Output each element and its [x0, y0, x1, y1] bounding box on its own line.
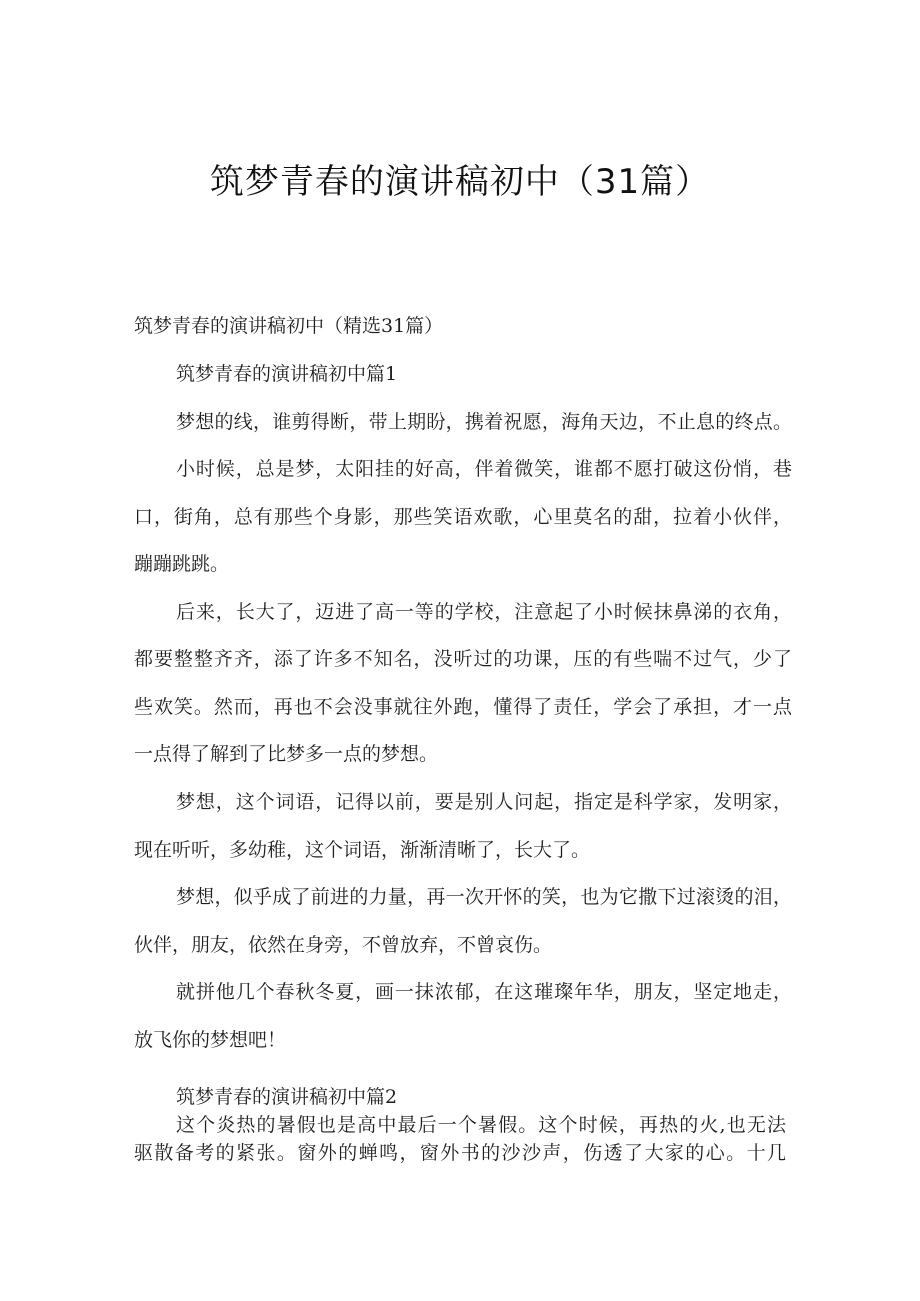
- paragraph-line: 梦想，似乎成了前进的力量，再一次开怀的笑，也为它撒下过滚烫的泪，: [176, 886, 792, 908]
- paragraph-line: 驱散备考的紧张。窗外的蝉鸣，窗外书的沙沙声，伤透了大家的心。十几: [134, 1142, 786, 1164]
- paragraph-line: 伙伴，朋友，依然在身旁，不曾放弃，不曾哀伤。: [134, 934, 553, 956]
- paragraph-line: 梦想的线，谁剪得断，带上期盼，携着祝愿，海角天边，不止息的终点。: [176, 411, 792, 433]
- paragraph-line: 口，街角，总有那些个身影，那些笑语欢歌，心里莫名的甜，拉着小伙伴，: [134, 506, 792, 528]
- paragraph-line: 些欢笑。然而，再也不会没事就往外跑，懂得了责任，学会了承担，才一点: [134, 696, 792, 718]
- paragraph-line: 这个炎热的暑假也是高中最后一个暑假。这个时候，再热的火,也无法: [176, 1114, 786, 1136]
- paragraph-line: 放飞你的梦想吧！: [134, 1029, 287, 1051]
- document-subtitle: 筑梦青春的演讲稿初中（精选31篇）: [134, 315, 444, 337]
- section-heading: 筑梦青春的演讲稿初中篇2: [176, 1086, 398, 1108]
- paragraph-line: 梦想，这个词语，记得以前，要是别人问起，指定是科学家，发明家，: [176, 791, 792, 813]
- section-heading: 筑梦青春的演讲稿初中篇1: [176, 363, 398, 385]
- paragraph-line: 一点得了解到了比梦多一点的梦想。: [134, 743, 439, 765]
- paragraph-line: 后来，长大了，迈进了高一等的学校，注意起了小时候抹鼻涕的衣角，: [176, 601, 792, 623]
- paragraph-line: 都要整整齐齐，添了许多不知名，没听过的功课，压的有些喘不过气，少了: [134, 648, 792, 670]
- page-title: 筑梦青春的演讲稿初中（31篇）: [209, 162, 711, 202]
- paragraph-line: 现在听听，多幼稚，这个词语，渐渐清晰了，长大了。: [134, 839, 591, 861]
- paragraph-line: 小时候，总是梦，太阳挂的好高，伴着微笑，谁都不愿打破这份悄，巷: [176, 458, 792, 480]
- paragraph-line: 蹦蹦跳跳。: [134, 553, 230, 575]
- paragraph-line: 就拼他几个春秋冬夏，画一抹浓郁，在这璀璨年华，朋友，坚定地走，: [176, 981, 792, 1003]
